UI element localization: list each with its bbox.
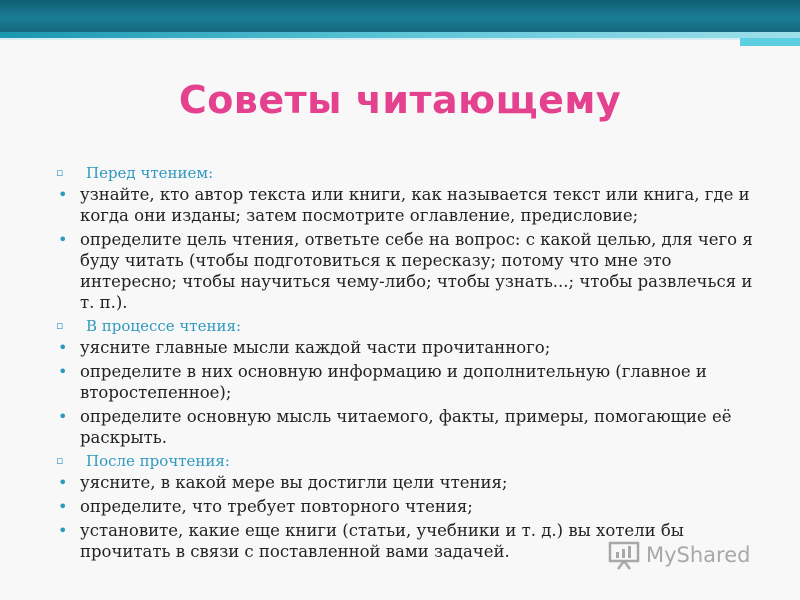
list-item-text: определите в них основную информацию и дополнительную (главное и второстепенное);: [80, 362, 707, 402]
list-item: [56, 229, 756, 313]
list-item: [56, 472, 756, 493]
section-heading-label: В процессе чтения:: [86, 317, 241, 335]
list-item: [56, 496, 756, 517]
slide-content: [56, 162, 756, 565]
list-item-text: определите основную мысль читаемого, факты, примеры, помогающие её раскрыть.: [80, 407, 732, 447]
bullet-icon: •: [58, 473, 68, 492]
bullet-icon: •: [58, 362, 68, 381]
page-title: Советы читающему: [178, 78, 622, 122]
list-item: [56, 184, 756, 226]
header-accent: [740, 38, 800, 46]
list-item: [56, 337, 756, 358]
bullet-icon: •: [58, 185, 68, 204]
section-marker-icon: ▫: [56, 166, 64, 179]
watermark-text: MyShared: [646, 543, 751, 567]
header-bar: [0, 0, 800, 32]
chart-presentation-icon: [608, 540, 640, 570]
section-marker-icon: ▫: [56, 454, 64, 467]
bullet-icon: •: [58, 521, 68, 540]
bullet-icon: •: [58, 407, 68, 426]
list-item: [56, 406, 756, 448]
header-divider: [0, 38, 800, 40]
list-item: [56, 361, 756, 403]
section-heading-during-reading: [56, 316, 756, 336]
list-item-text: уясните, в какой мере вы достигли цели чтения;: [80, 473, 508, 492]
bullet-icon: •: [58, 230, 68, 249]
bullet-icon: •: [58, 338, 68, 357]
section-marker-icon: ▫: [56, 319, 64, 332]
list-item-text: определите цель чтения, ответьте себе на вопрос: с какой целью, для чего я буду читать (чтобы подготовиться к пересказу; потому что мне это интересно; чтобы научиться чему-либо; чтобы узнать...; чтобы развлечься и т. п.).: [80, 230, 753, 312]
section-heading-label: После прочтения:: [86, 452, 230, 470]
list-item-text: уясните главные мысли каждой части прочитанного;: [80, 338, 551, 357]
watermark-logo: [608, 538, 750, 572]
bullet-icon: •: [58, 497, 68, 516]
section-heading-after-reading: [56, 451, 756, 471]
list-item-text: установите, какие еще книги (статьи, учебники и т. д.) вы хотели бы прочитать в связи с поставленной вами задачей.: [80, 521, 684, 561]
section-heading-before-reading: [56, 163, 756, 183]
list-item-text: определите, что требует повторного чтения;: [80, 497, 473, 516]
list-item-text: узнайте, кто автор текста или книги, как называется текст или книга, где и когда они изданы; затем посмотрите оглавление, предисловие;: [80, 185, 750, 225]
section-heading-label: Перед чтением:: [86, 164, 214, 182]
